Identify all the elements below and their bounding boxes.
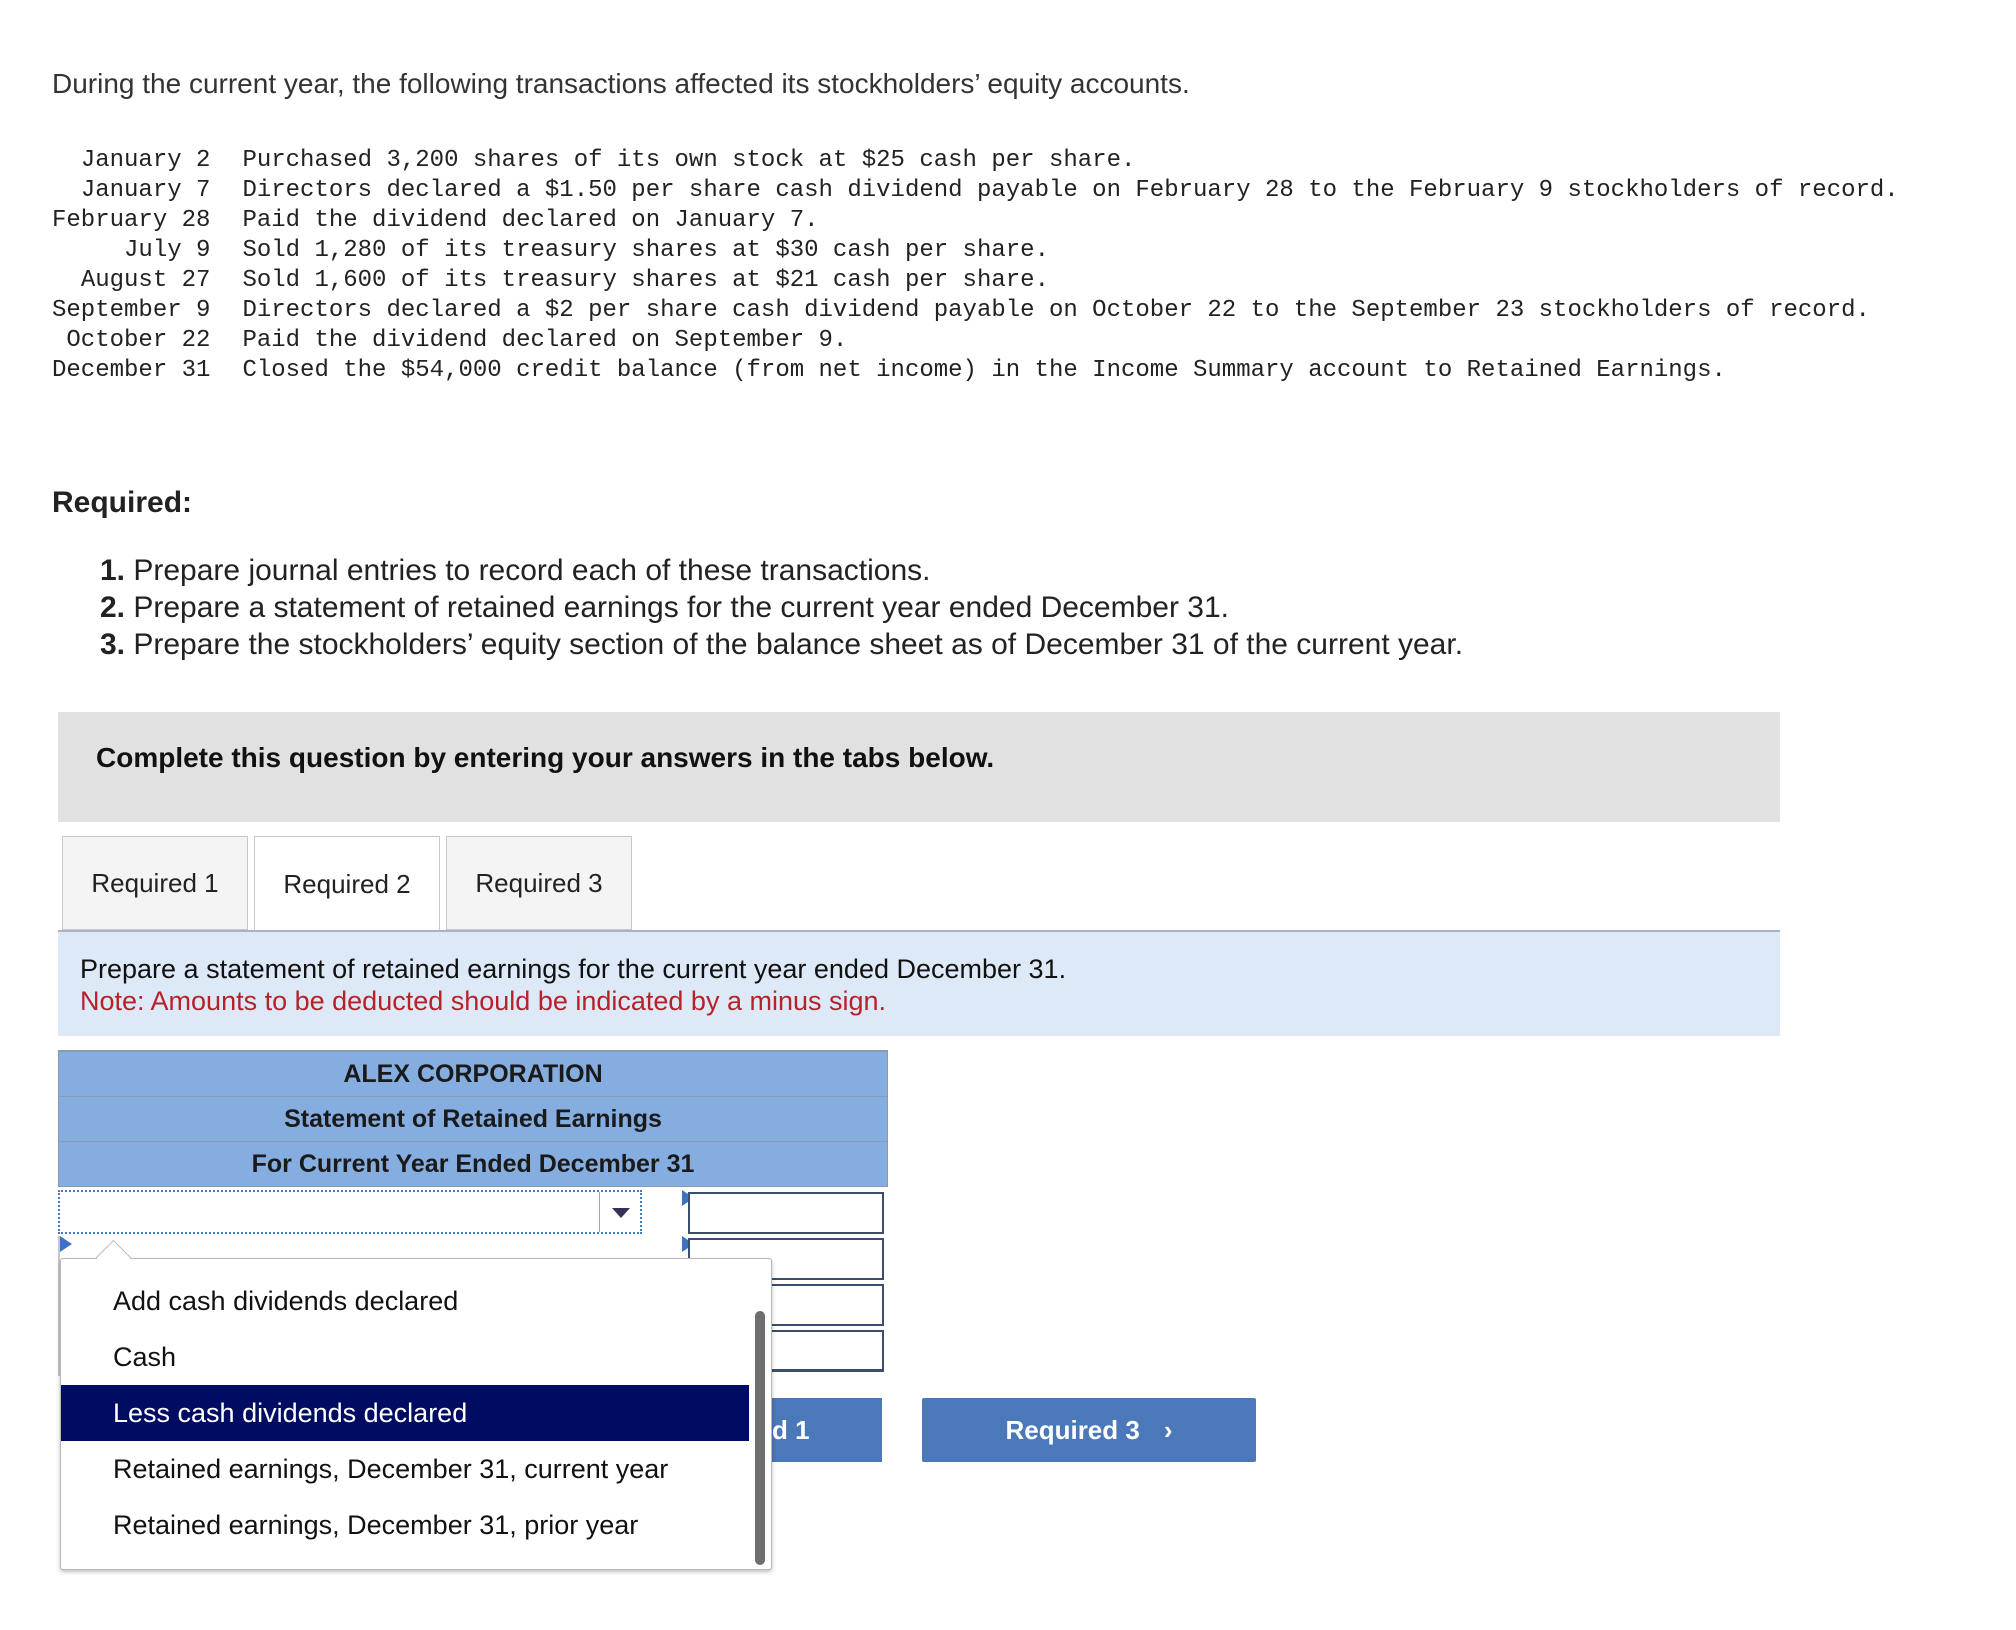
transaction-row (52, 176, 1942, 206)
account-dropdown-menu[interactable] (60, 1258, 772, 1570)
transaction-row (52, 326, 1942, 356)
required-item-text: Prepare the stockholders’ equity section of the balance sheet as of December 31 of the current year. (133, 628, 1464, 661)
transaction-row (52, 236, 1942, 266)
transaction-date: December 31 (52, 357, 211, 384)
transaction-row (52, 146, 1942, 176)
transaction-date: January 7 (80, 177, 211, 204)
dropdown-option[interactable]: Retained earnings, December 31, current year (113, 1453, 669, 1484)
transaction-desc: Paid the dividend declared on September 9. (242, 327, 848, 354)
transaction-date: September 9 (52, 297, 211, 324)
transactions-table (52, 146, 1942, 386)
transaction-desc: Sold 1,600 of its treasury shares at $21 cash per share. (242, 267, 1049, 294)
required-heading: Required: (52, 486, 193, 519)
instruction-note: Note: Amounts to be deducted should be indicated by a minus sign. (80, 986, 887, 1016)
tab-required-1[interactable]: Required 1 (62, 836, 248, 930)
row-marker-icon (60, 1236, 72, 1252)
instructions-banner (58, 712, 1780, 822)
required-item-number: 2. (100, 591, 126, 624)
required-item (100, 589, 1463, 626)
required-item (100, 626, 1463, 663)
tab-instructions (58, 932, 1780, 1036)
required-list (100, 552, 1463, 663)
statement-header (58, 1050, 888, 1187)
dropdown-option[interactable]: Cash (113, 1341, 177, 1372)
tab-required-2[interactable]: Required 2 (254, 836, 440, 932)
chevron-down-icon[interactable] (599, 1192, 640, 1232)
required-item (100, 552, 1463, 589)
next-button-label: Required 3 (1005, 1414, 1140, 1445)
transaction-row (52, 266, 1942, 296)
instruction-text: Prepare a statement of retained earnings for the current year ended December 31. (80, 954, 1067, 984)
statement-period: For Current Year Ended December 31 (58, 1142, 888, 1187)
banner-text: Complete this question by entering your answers in the tabs below. (96, 742, 995, 773)
required-item-text: Prepare journal entries to record each of these transactions. (133, 554, 931, 587)
transaction-date: July 9 (124, 237, 211, 264)
dropdown-option[interactable]: Retained earnings, December 31, prior year (113, 1509, 639, 1540)
chevron-right-icon: › (1163, 1414, 1173, 1445)
intro-text: During the current year, the following transactions affected its stockholders’ equity accounts. (52, 68, 1190, 99)
prev-button-label: d 1 (772, 1414, 810, 1445)
account-select[interactable] (58, 1190, 642, 1234)
company-name: ALEX CORPORATION (58, 1050, 888, 1097)
dropdown-option-highlighted[interactable]: Less cash dividends declared (61, 1385, 749, 1441)
transaction-row (52, 356, 1942, 386)
next-required-button[interactable] (922, 1398, 1256, 1462)
transaction-desc: Purchased 3,200 shares of its own stock at $25 cash per share. (242, 147, 1136, 174)
amount-input[interactable] (688, 1192, 884, 1234)
statement-title: Statement of Retained Earnings (58, 1097, 888, 1142)
transaction-date: February 28 (52, 207, 211, 234)
transaction-desc: Directors declared a $1.50 per share cash dividend payable on February 28 to the February 9 stockholders of record. (242, 177, 1899, 204)
transaction-desc: Sold 1,280 of its treasury shares at $30 cash per share. (242, 237, 1049, 264)
tab-required-3[interactable]: Required 3 (446, 836, 632, 930)
prev-required-button[interactable] (760, 1398, 882, 1462)
transaction-date: October 22 (66, 327, 211, 354)
transaction-date: August 27 (80, 267, 211, 294)
transaction-desc: Paid the dividend declared on January 7. (242, 207, 819, 234)
required-item-number: 1. (100, 554, 126, 587)
required-item-text: Prepare a statement of retained earnings for the current year ended December 31. (133, 591, 1230, 624)
transaction-row (52, 206, 1942, 236)
dropdown-scrollbar[interactable] (755, 1311, 765, 1565)
dropdown-option[interactable]: Add cash dividends declared (113, 1285, 459, 1316)
transaction-desc: Closed the $54,000 credit balance (from net income) in the Income Summary account to Retained Earnings. (242, 357, 1726, 384)
transaction-desc: Directors declared a $2 per share cash dividend payable on October 22 to the September 23 stockholders of record. (242, 297, 1870, 324)
required-item-number: 3. (100, 628, 126, 661)
transaction-row (52, 296, 1942, 326)
transaction-date: January 2 (80, 147, 211, 174)
